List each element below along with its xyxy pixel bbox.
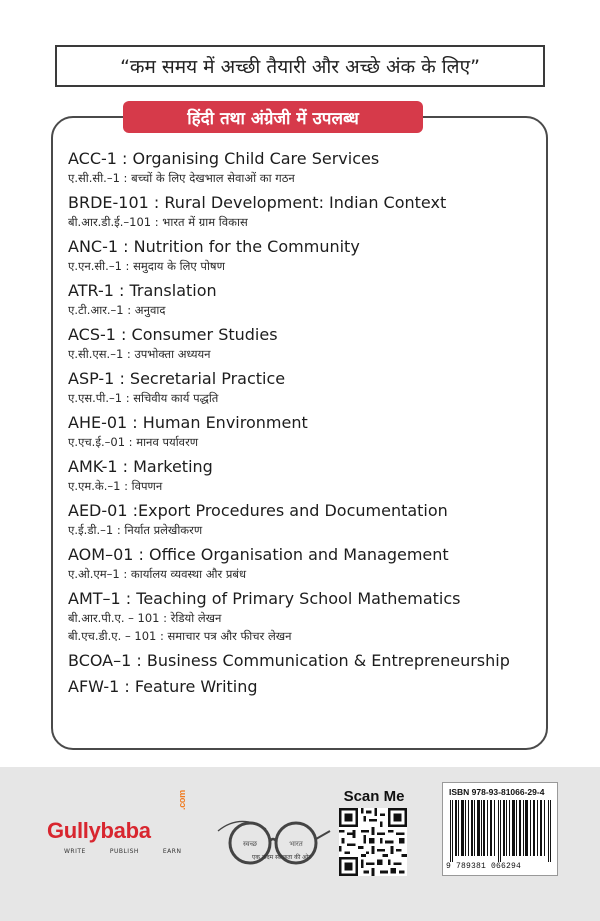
logo-tagline: WRITE PUBLISH EARN <box>64 848 182 855</box>
course-title-en: BRDE-101 : Rural Development: Indian Context <box>68 193 447 212</box>
swachh-right-text: भारत <box>289 840 303 848</box>
availability-banner <box>123 101 423 133</box>
course-title-en: AHE-01 : Human Environment <box>68 413 308 432</box>
course-title-hi: ए.ओ.एम–1 : कार्यालय व्यवस्था और प्रबंध <box>68 567 247 581</box>
swachh-caption: एक कदम स्वच्छता की ओर <box>252 854 311 861</box>
course-item <box>68 676 538 697</box>
course-title-en: ATR-1 : Translation <box>68 281 217 300</box>
barcode-icon <box>450 800 552 862</box>
course-item <box>68 148 538 187</box>
scan-me-label: Scan Me <box>343 788 405 805</box>
footer-bar <box>0 767 600 921</box>
course-item <box>68 456 538 495</box>
course-title-hi: ए.सी.एस.–1 : उपभोक्ता अध्ययन <box>68 347 211 361</box>
course-title-hi: ए.सी.सी.–1 : बच्चों के लिए देखभाल सेवाओं का गठन <box>68 171 295 185</box>
course-title-en: ACS-1 : Consumer Studies <box>68 325 278 344</box>
course-item <box>68 544 538 583</box>
qr-code-icon[interactable] <box>339 808 407 876</box>
availability-banner-text: हिंदी तथा अंग्रेजी में उपलब्ध <box>187 108 359 129</box>
course-item <box>68 280 538 319</box>
swachh-bharat-glasses-icon <box>210 795 335 875</box>
course-item <box>68 588 538 645</box>
course-title-hi: ए.एन.सी.–1 : समुदाय के लिए पोषण <box>68 259 225 273</box>
isbn-label: ISBN 978-93-81066-29-4 <box>449 787 545 797</box>
course-item <box>68 236 538 275</box>
swachh-left-text: स्वच्छ <box>242 840 258 848</box>
tagline-box <box>55 45 545 87</box>
course-item <box>68 324 538 363</box>
course-item <box>68 650 538 671</box>
course-list <box>68 148 538 702</box>
course-title-en: AMK-1 : Marketing <box>68 457 213 476</box>
course-title-en: AMT–1 : Teaching of Primary School Mathematics <box>68 589 461 608</box>
course-title-hi: बी.आर.पी.ए. – 101 : रेडियो लेखन <box>68 611 222 625</box>
tagline-text: “कम समय में अच्छी तैयारी और अच्छे अंक के लिए” <box>120 56 480 78</box>
course-title-hi: ए.एस.पी.–1 : सचिवीय कार्य पद्धति <box>68 391 219 405</box>
course-title-en: ANC-1 : Nutrition for the Community <box>68 237 360 256</box>
course-title-hi: ए.टी.आर.–1 : अनुवाद <box>68 303 166 317</box>
course-item <box>68 412 538 451</box>
course-title-hi: ए.एम.के.–1 : विपणन <box>68 479 163 493</box>
course-title-hi: बी.आर.डी.ई.–101 : भारत में ग्राम विकास <box>68 215 248 229</box>
course-title-en: AED-01 :Export Procedures and Documentation <box>68 501 448 520</box>
gullybaba-logo: Gullybaba .com <box>47 790 187 843</box>
course-title-en: AOM–01 : Office Organisation and Management <box>68 545 449 564</box>
course-title-en: ACC-1 : Organising Child Care Services <box>68 149 380 168</box>
course-item <box>68 192 538 231</box>
course-title-en: AFW-1 : Feature Writing <box>68 677 258 696</box>
course-item <box>68 368 538 407</box>
course-title-hi: ए.ई.डी.–1 : निर्यात प्रलेखीकरण <box>68 523 203 537</box>
course-item <box>68 500 538 539</box>
course-title-en: BCOA–1 : Business Communication & Entrepreneurship <box>68 651 510 670</box>
isbn-barcode <box>442 782 558 876</box>
course-title-hi: बी.एच.डी.ए. – 101 : समाचार पत्र और फीचर लेखन <box>68 629 292 643</box>
course-title-hi: ए.एच.ई.–01 : मानव पर्यावरण <box>68 435 199 449</box>
course-title-en: ASP-1 : Secretarial Practice <box>68 369 286 388</box>
isbn-digits: 9 789381 066294 <box>446 862 522 871</box>
